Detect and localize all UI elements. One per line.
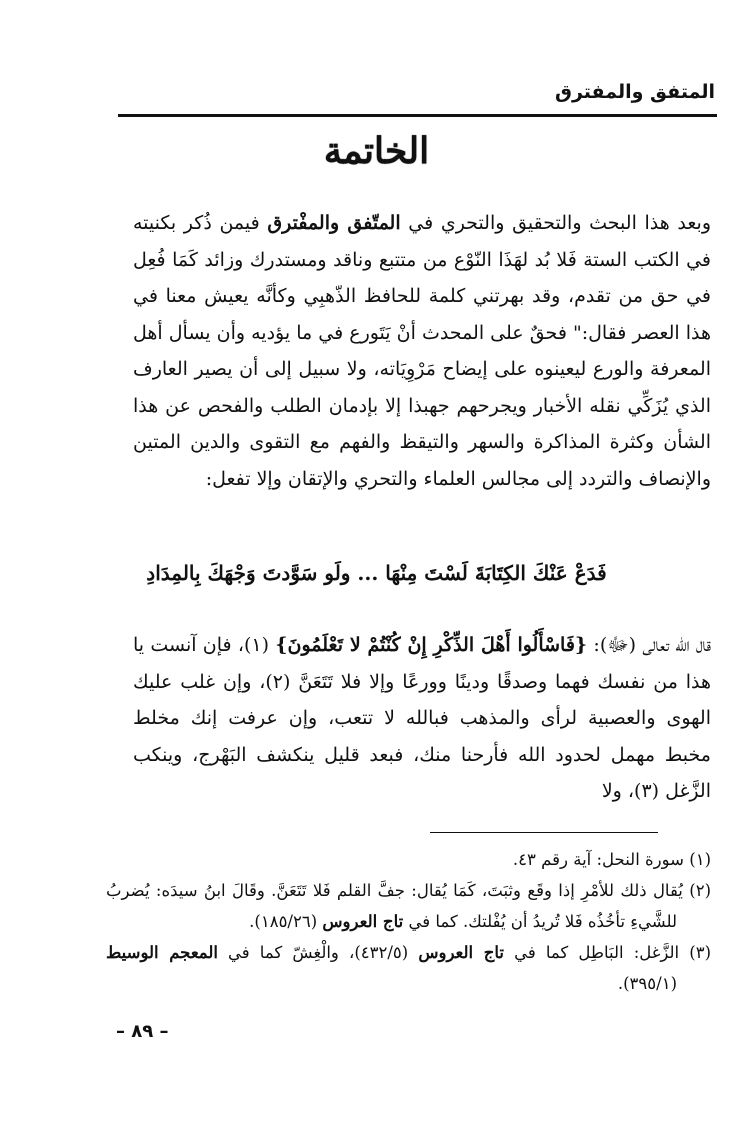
quran-paragraph-text: (١)، فإن آنست يا هذا من نفسك فهما وصدقًا ودينًا وورعًا وإلا فلا تَتَعَنَّ (٢)، وإن غلب عليك الهوى والعصبية لرأى والمذهب فبالله لا تتعب، وإن عرفت إنك مخلط مخبط مهمل لحدود الله فأرحنا منك، فبعد قليل ينكشف البَهْرج، وينكب الزَّغل (٣)، ولا [133,634,712,802]
intro-text-end: فيمن ذُكر بكنيته في الكتب الستة فَلا بُد لهَذَا النّوْع من متتبع وناقد ومستدرك وزائد كَمَا فُعِل في حق من تقدم، وقد بهرتني كلمة للحافظ الذّهبِي وكأنَّه يعيش معنا في هذا العصر فقال:" فحقٌ على المحدث أنْ يَتَورع في ما يؤديه وأن يسأل أهل المعرفة والورع ليعينوه على إيضاح مَرْوِيَاته، ولا سبيل إلى أن يصير العارف الذي يُزَكِّي نقله الأخبار ويجرحهم جهبذا إلا بإدمان الطلب والفحص عن هذا الشأن وكثرة المذاكرة والسهر والتيقظ والفهم مع التقوى والدين المتين والإنصاف والتردد إلى مجالس العلماء والتحري والإتقان وإلا تفعل: [133,212,711,490]
poetry-verse: فَدَعْ عَنْكَ الكِتَابَةَ لَسْتَ مِنْهَا ... ولَو سَوَّدتَ وَجْهَكَ بِالمِدَادِ [146,561,607,585]
running-header: المتفق والمفترق [555,81,715,103]
footnote-separator [430,832,658,833]
footnote-3-citation-1: (٤٣٢/٥)، والْغِشّ كما في [217,943,419,962]
footnote-2-text: (٢) يُقال ذلك للأمْرِ إذا وقَع وثبَتَ، كَمَا يُقال: جفَّ القلم فَلا تَتَعَنَّ. وقَالَ ابنُ سيدَه: يُضربُ للشَّيءِ تأخُذُه فَلا تُريدُ أن يُفْلتك. كما في [106,881,711,931]
quran-paragraph [133,627,711,810]
footnote-3-citation-2: (٣٩٥/١). [617,974,677,993]
intro-text-start: وبعد هذا البحث والتحقيق والتحري في [400,212,712,234]
intro-paragraph [133,205,711,497]
footnotes [106,844,711,999]
quran-intro-text: قال الله تعالى (ﷻ): [587,634,711,656]
footnote-1: (١) سورة النحل: آية رقم ٤٣. [512,850,711,869]
section-title: الخاتمة [323,130,430,172]
page-number: – ٨٩ – [116,1021,169,1042]
quran-verse: {فَاسْأَلُوا أَهْلَ الذِّكْرِ إِنْ كُنْتُمْ لا تَعْلَمُونَ} [275,634,588,656]
footnote-2-citation: (١٨٥/٢٦). [249,912,323,931]
header-rule [118,114,717,117]
footnote-2 [106,875,711,937]
footnote-3-source-1: تاج العروس [418,943,505,962]
footnote-3 [106,937,711,999]
footnote-3-text: (٣) الزَّغل: البَاطِل كما في [504,943,711,962]
footnote-2-source: تاج العروس [322,912,404,931]
book-title-emphasis: المتّفق والمفْترق [267,212,401,234]
footnote-3-source-2: المعجم الوسيط [106,943,218,962]
